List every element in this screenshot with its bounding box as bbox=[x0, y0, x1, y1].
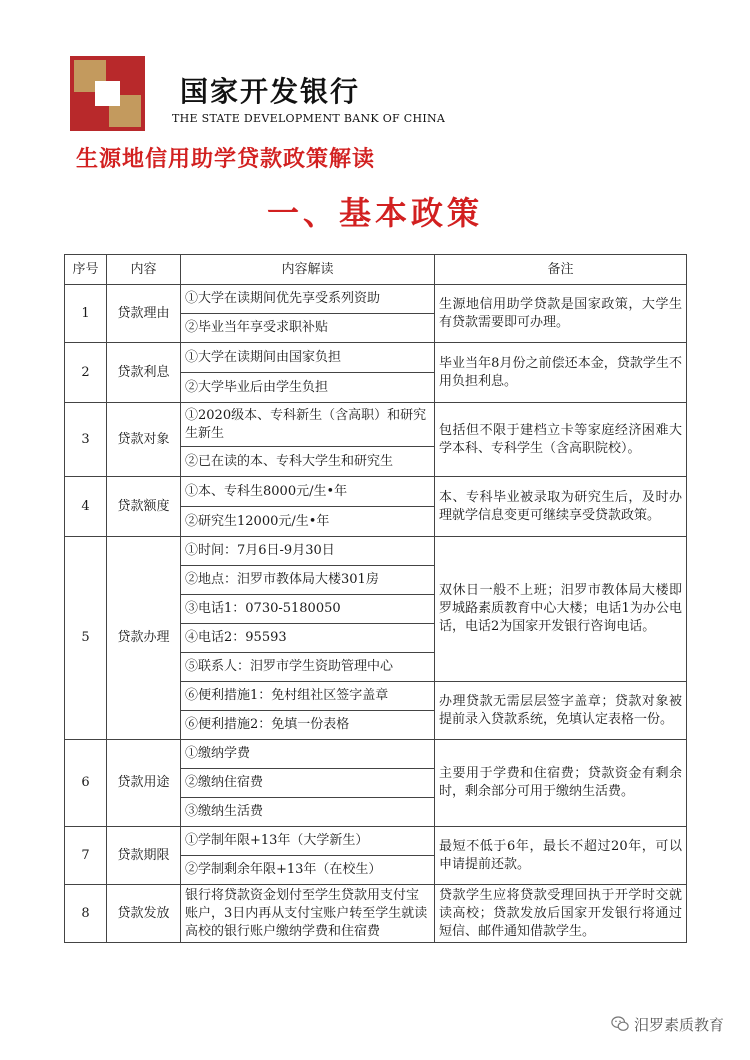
row-number: 6 bbox=[65, 740, 107, 827]
row-item: 贷款办理 bbox=[107, 537, 181, 740]
row-item: 贷款利息 bbox=[107, 343, 181, 403]
row-item: 贷款理由 bbox=[107, 285, 181, 343]
row-note: 本、专科毕业被录取为研究生后，及时办理就学信息变更可继续享受贷款政策。 bbox=[435, 477, 687, 537]
row-detail: ②大学毕业后由学生负担 bbox=[181, 373, 435, 403]
row-detail: ①缴纳学费 bbox=[181, 740, 435, 769]
bank-logo bbox=[70, 56, 145, 131]
row-detail: ①大学在读期间优先享受系列资助 bbox=[181, 285, 435, 314]
row-number: 2 bbox=[65, 343, 107, 403]
row-number: 7 bbox=[65, 827, 107, 885]
row-detail: ⑤联系人：汨罗市学生资助管理中心 bbox=[181, 653, 435, 682]
row-detail: ②地点：汨罗市教体局大楼301房 bbox=[181, 566, 435, 595]
row-detail: ③电话1：0730-5180050 bbox=[181, 595, 435, 624]
bank-name-cn: 国家开发银行 bbox=[180, 75, 361, 108]
row-item: 贷款期限 bbox=[107, 827, 181, 885]
row-note: 双休日一般不上班；汨罗市教体局大楼即罗城路素质教育中心大楼；电话1为办公电话，电话2为国家开发银行咨询电话。 bbox=[435, 537, 687, 682]
row-note: 包括但不限于建档立卡等家庭经济困难大学本科、专科学生（含高职院校）。 bbox=[435, 403, 687, 477]
table-row bbox=[65, 343, 687, 373]
section-title: 一、基本政策 bbox=[266, 194, 483, 232]
table-row bbox=[65, 403, 687, 447]
row-detail: ⑥便利措施2：免填一份表格 bbox=[181, 711, 435, 740]
policy-table bbox=[64, 254, 687, 943]
document-subtitle: 生源地信用助学贷款政策解读 bbox=[76, 146, 376, 172]
table-header-row bbox=[65, 255, 687, 285]
row-note: 办理贷款无需层层签字盖章；贷款对象被提前录入贷款系统，免填认定表格一份。 bbox=[435, 682, 687, 740]
table-row bbox=[65, 827, 687, 856]
row-note: 贷款学生应将贷款受理回执于开学时交就读高校；贷款发放后国家开发银行将通过短信、邮件通知借款学生。 bbox=[435, 885, 687, 943]
header-details: 内容解读 bbox=[181, 255, 435, 285]
table-row bbox=[65, 285, 687, 314]
watermark bbox=[611, 1014, 724, 1035]
row-note: 生源地信用助学贷款是国家政策，大学生有贷款需要即可办理。 bbox=[435, 285, 687, 343]
table-row bbox=[65, 477, 687, 507]
row-detail: ①学制年限+13年（大学新生） bbox=[181, 827, 435, 856]
header-notes: 备注 bbox=[435, 255, 687, 285]
row-detail: ①本、专科生8000元/生•年 bbox=[181, 477, 435, 507]
row-detail: ①时间：7月6日-9月30日 bbox=[181, 537, 435, 566]
row-detail: ④电话2：95593 bbox=[181, 624, 435, 653]
row-detail: ②毕业当年享受求职补贴 bbox=[181, 314, 435, 343]
row-detail: ⑥便利措施1：免村组社区签字盖章 bbox=[181, 682, 435, 711]
row-detail: ①2020级本、专科新生（含高职）和研究生新生 bbox=[181, 403, 435, 447]
row-note: 毕业当年8月份之前偿还本金，贷款学生不用负担利息。 bbox=[435, 343, 687, 403]
row-number: 1 bbox=[65, 285, 107, 343]
row-number: 3 bbox=[65, 403, 107, 477]
row-item: 贷款用途 bbox=[107, 740, 181, 827]
row-note: 主要用于学费和住宿费；贷款资金有剩余时，剩余部分可用于缴纳生活费。 bbox=[435, 740, 687, 827]
header-no: 序号 bbox=[65, 255, 107, 285]
row-detail: ①大学在读期间由国家负担 bbox=[181, 343, 435, 373]
row-detail: ②学制剩余年限+13年（在校生） bbox=[181, 856, 435, 885]
row-number: 8 bbox=[65, 885, 107, 943]
table-row bbox=[65, 740, 687, 769]
row-number: 4 bbox=[65, 477, 107, 537]
row-detail: 银行将贷款资金划付至学生贷款用支付宝账户，3日内再从支付宝账户转至学生就读高校的银行账户缴纳学费和住宿费 bbox=[181, 885, 435, 943]
header-item: 内容 bbox=[107, 255, 181, 285]
row-item: 贷款额度 bbox=[107, 477, 181, 537]
row-detail: ②研究生12000元/生•年 bbox=[181, 507, 435, 537]
row-item: 贷款发放 bbox=[107, 885, 181, 943]
bank-name-en: THE STATE DEVELOPMENT BANK OF CHINA bbox=[172, 112, 446, 125]
table-row bbox=[65, 537, 687, 566]
row-number: 5 bbox=[65, 537, 107, 740]
row-item: 贷款对象 bbox=[107, 403, 181, 477]
table-row bbox=[65, 885, 687, 943]
row-note: 最短不低于6年，最长不超过20年，可以申请提前还款。 bbox=[435, 827, 687, 885]
row-detail: ②缴纳住宿费 bbox=[181, 769, 435, 798]
watermark-text: 汨罗素质教育 bbox=[633, 1016, 724, 1034]
row-detail: ②已在读的本、专科大学生和研究生 bbox=[181, 447, 435, 477]
row-detail: ③缴纳生活费 bbox=[181, 798, 435, 827]
wechat-icon bbox=[611, 1015, 629, 1033]
